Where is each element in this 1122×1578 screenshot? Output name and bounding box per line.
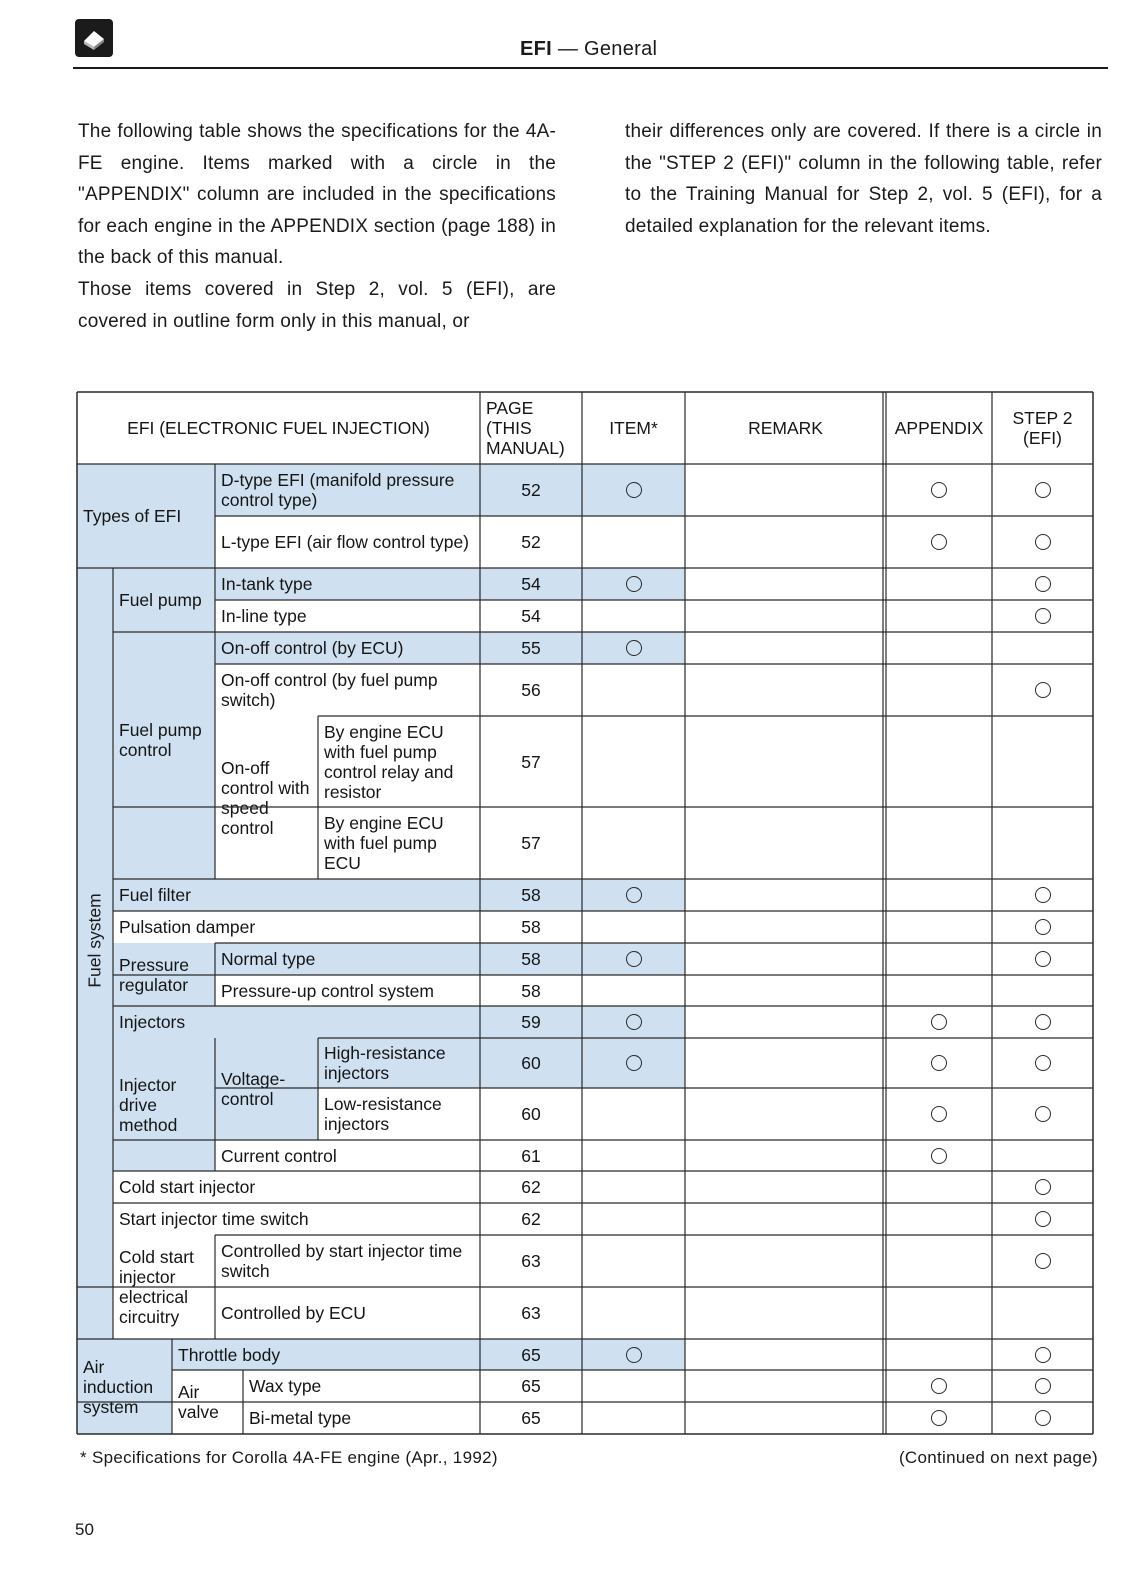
- circle-mark-icon: [1035, 482, 1051, 498]
- row-22-appendix: [886, 1402, 992, 1434]
- circle-mark-icon: [931, 1106, 947, 1122]
- row-1-page: 52: [521, 532, 541, 552]
- row-12-remark: [685, 1006, 886, 1038]
- circle-mark-icon: [1035, 1055, 1051, 1071]
- row-10-remark: [685, 943, 886, 975]
- row-10-page: 58: [480, 943, 582, 975]
- group-on-off-speed-control: On-off control with speed control: [221, 757, 310, 838]
- row-3-label: In-line type: [221, 606, 307, 626]
- circle-mark-icon: [626, 1347, 642, 1363]
- row-22-remark: [685, 1402, 886, 1434]
- group-air-valve: Air valve: [178, 1382, 219, 1422]
- row-17-appendix: [886, 1203, 992, 1235]
- row-5-page: 56: [521, 680, 541, 700]
- row-11-step2: [992, 975, 1093, 1006]
- circle-mark-icon: [931, 482, 947, 498]
- row-15-page: 61: [521, 1145, 541, 1166]
- row-4-item: [582, 632, 685, 664]
- row-16-page: 62: [521, 1177, 541, 1197]
- row-18-appendix: [886, 1235, 992, 1287]
- row-0-page: 52: [480, 464, 582, 516]
- circle-mark-icon: [1035, 608, 1051, 624]
- group-injector-drive-method: Injector drive method: [113, 1038, 215, 1171]
- group-pressure-regulator: Pressure regulator: [113, 943, 215, 1006]
- row-14-label: Low-resistance injectors: [324, 1094, 442, 1134]
- circle-mark-icon: [626, 482, 642, 498]
- row-10-item: [582, 943, 685, 975]
- row-5-step2: [992, 664, 1093, 716]
- circle-mark-icon: [1035, 1410, 1051, 1426]
- row-10-appendix: [886, 943, 992, 975]
- circle-mark-icon: [1035, 1347, 1051, 1363]
- row-7-step2: [992, 807, 1093, 879]
- circle-mark-icon: [626, 1055, 642, 1071]
- circle-mark-icon: [1035, 951, 1051, 967]
- row-11-page: 58: [521, 980, 541, 1001]
- group-fuel-system: Fuel system: [84, 893, 105, 988]
- row-7-remark: [685, 807, 886, 879]
- row-5-label: On-off control (by fuel pump switch): [221, 670, 438, 710]
- row-11-item: [582, 975, 685, 1006]
- circle-mark-icon: [1035, 919, 1051, 935]
- row-22-label: Bi-metal type: [249, 1408, 352, 1428]
- row-11-remark: [685, 975, 886, 1006]
- row-20-step2: [992, 1339, 1093, 1370]
- group-types-of-efi: Types of EFI: [77, 464, 215, 568]
- circle-mark-icon: [931, 1378, 947, 1394]
- row-6-appendix: [886, 716, 992, 807]
- footnote: * Specifications for Corolla 4A-FE engine (Apr., 1992): [80, 1448, 498, 1467]
- row-20-label: Throttle body: [172, 1339, 480, 1370]
- row-8-remark: [685, 879, 886, 911]
- row-2-page: 54: [480, 568, 582, 600]
- row-14-page: 60: [521, 1104, 541, 1124]
- group-cold-start-circuitry: Cold start injector electrical circuitry: [119, 1247, 194, 1327]
- circle-mark-icon: [1035, 1211, 1051, 1227]
- row-18-remark: [685, 1235, 886, 1287]
- circle-mark-icon: [1035, 576, 1051, 592]
- row-15-remark: [685, 1140, 886, 1171]
- page-title: EFI — General: [520, 38, 658, 60]
- row-6-remark: [685, 716, 886, 807]
- row-7-label: By engine ECU with fuel pump ECU: [324, 813, 444, 873]
- row-13-appendix: [886, 1038, 992, 1088]
- row-6-item: [582, 716, 685, 807]
- row-7-page: 57: [521, 833, 541, 853]
- row-6-label: By engine ECU with fuel pump control relay and resistor: [324, 721, 454, 802]
- row-8-step2: [992, 879, 1093, 911]
- circle-mark-icon: [1035, 1378, 1051, 1394]
- circle-mark-icon: [626, 640, 642, 656]
- row-2-label: In-tank type: [215, 568, 480, 600]
- row-4-page: 55: [480, 632, 582, 664]
- header-remark: REMARK: [748, 418, 823, 438]
- row-18-step2: [992, 1235, 1093, 1287]
- row-1-appendix: [886, 516, 992, 568]
- row-1-step2: [992, 516, 1093, 568]
- circle-mark-icon: [1035, 682, 1051, 698]
- row-21-label: Wax type: [249, 1376, 322, 1396]
- row-13-page: 60: [480, 1038, 582, 1088]
- circle-mark-icon: [626, 887, 642, 903]
- row-0-step2: [992, 464, 1093, 516]
- row-13-item: [582, 1038, 685, 1088]
- row-21-step2: [992, 1370, 1093, 1402]
- row-12-label: Injectors: [113, 1006, 480, 1038]
- row-2-appendix: [886, 568, 992, 600]
- intro-paragraph-1: The following table shows the specifications for the 4A-FE engine. Items marked with a circle in the "APPENDIX" column are included in the specifications for each engine in the APPENDIX section (page 188) in the back of this manual.: [78, 121, 556, 269]
- row-5-appendix: [886, 664, 992, 716]
- row-3-item: [582, 600, 685, 632]
- row-22-item: [582, 1402, 685, 1434]
- continued-note: (Continued on next page): [898, 1448, 1098, 1467]
- row-0-item: [582, 464, 685, 516]
- row-21-item: [582, 1370, 685, 1402]
- row-3-page: 54: [521, 606, 541, 626]
- row-20-remark: [685, 1339, 886, 1370]
- row-20-appendix: [886, 1339, 992, 1370]
- row-2-remark: [685, 568, 886, 600]
- row-5-item: [582, 664, 685, 716]
- row-17-page: 62: [521, 1209, 541, 1229]
- circle-mark-icon: [931, 1148, 947, 1164]
- row-5-remark: [685, 664, 886, 716]
- row-0-remark: [685, 464, 886, 516]
- header-efi: EFI (ELECTRONIC FUEL INJECTION): [127, 418, 430, 438]
- row-19-item: [582, 1287, 685, 1339]
- row-19-label: Controlled by ECU: [221, 1303, 366, 1323]
- circle-mark-icon: [1035, 1106, 1051, 1122]
- intro-paragraph-3: their differences only are covered. If there is a circle in the "STEP 2 (EFI)" column in the following table, refer to the Training Manual for Step 2, vol. 5 (EFI), for a detailed explanation for the relevant items.: [625, 121, 1102, 237]
- row-17-label: Start injector time switch: [119, 1209, 309, 1229]
- row-16-appendix: [886, 1171, 992, 1203]
- row-6-step2: [992, 716, 1093, 807]
- row-18-item: [582, 1235, 685, 1287]
- row-17-step2: [992, 1203, 1093, 1235]
- row-16-step2: [992, 1171, 1093, 1203]
- row-22-page: 65: [521, 1408, 541, 1428]
- row-7-appendix: [886, 807, 992, 879]
- intro-left-column: [78, 116, 556, 337]
- row-8-page: 58: [480, 879, 582, 911]
- row-15-item: [582, 1140, 685, 1171]
- row-9-page: 58: [521, 917, 541, 937]
- row-9-label: Pulsation damper: [119, 917, 256, 937]
- row-4-label: On-off control (by ECU): [215, 632, 480, 664]
- circle-mark-icon: [626, 951, 642, 967]
- row-9-step2: [992, 911, 1093, 943]
- row-6-page: 57: [521, 751, 541, 772]
- row-1-label: L-type EFI (air flow control type): [221, 532, 469, 552]
- row-13-label: High-resistance injectors: [318, 1038, 480, 1088]
- circle-mark-icon: [626, 576, 642, 592]
- row-21-remark: [685, 1370, 886, 1402]
- row-19-appendix: [886, 1287, 992, 1339]
- row-14-item: [582, 1088, 685, 1140]
- group-voltage-control: Voltage-control: [215, 1038, 318, 1140]
- header-step2: STEP 2 (EFI): [1012, 408, 1073, 448]
- row-12-appendix: [886, 1006, 992, 1038]
- row-9-appendix: [886, 911, 992, 943]
- row-3-remark: [685, 600, 886, 632]
- group-fuel-pump-control: Fuel pump control: [113, 632, 215, 879]
- circle-mark-icon: [1035, 887, 1051, 903]
- intro-paragraph-2: Those items covered in Step 2, vol. 5 (EFI), are covered in outline form only in this manual, or: [78, 278, 556, 332]
- row-1-remark: [685, 516, 886, 568]
- row-3-appendix: [886, 600, 992, 632]
- circle-mark-icon: [1035, 534, 1051, 550]
- circle-mark-icon: [1035, 1253, 1051, 1269]
- row-3-step2: [992, 600, 1093, 632]
- group-fuel-pump: Fuel pump: [113, 568, 215, 632]
- row-10-step2: [992, 943, 1093, 975]
- row-15-appendix: [886, 1140, 992, 1171]
- row-12-step2: [992, 1006, 1093, 1038]
- row-17-item: [582, 1203, 685, 1235]
- circle-mark-icon: [931, 1410, 947, 1426]
- row-14-remark: [685, 1088, 886, 1140]
- row-17-remark: [685, 1203, 886, 1235]
- row-16-remark: [685, 1171, 886, 1203]
- row-18-label: Controlled by start injector time switch: [221, 1241, 463, 1281]
- row-16-label: Cold start injector: [119, 1177, 256, 1197]
- row-9-item: [582, 911, 685, 943]
- row-8-item: [582, 879, 685, 911]
- row-0-label: D-type EFI (manifold pressure control type): [215, 464, 480, 516]
- intro-right-column: [625, 116, 1102, 242]
- row-0-appendix: [886, 464, 992, 516]
- header-page: PAGE (THIS MANUAL): [486, 398, 565, 458]
- row-2-step2: [992, 568, 1093, 600]
- row-20-item: [582, 1339, 685, 1370]
- row-7-item: [582, 807, 685, 879]
- page-number: 50: [75, 1520, 94, 1539]
- row-8-appendix: [886, 879, 992, 911]
- row-4-remark: [685, 632, 886, 664]
- header-divider: [73, 67, 1108, 69]
- row-12-item: [582, 1006, 685, 1038]
- row-10-label: Normal type: [215, 943, 480, 975]
- row-13-remark: [685, 1038, 886, 1088]
- header-item: ITEM*: [609, 418, 658, 438]
- row-11-appendix: [886, 975, 992, 1006]
- row-1-item: [582, 516, 685, 568]
- circle-mark-icon: [931, 1014, 947, 1030]
- row-13-step2: [992, 1038, 1093, 1088]
- row-22-step2: [992, 1402, 1093, 1434]
- circle-mark-icon: [1035, 1179, 1051, 1195]
- row-14-step2: [992, 1088, 1093, 1140]
- group-air-induction-system: Air induction system: [77, 1339, 172, 1434]
- row-2-item: [582, 568, 685, 600]
- row-18-page: 63: [521, 1251, 541, 1271]
- row-16-item: [582, 1171, 685, 1203]
- row-15-step2: [992, 1140, 1093, 1171]
- row-12-page: 59: [480, 1006, 582, 1038]
- row-14-appendix: [886, 1088, 992, 1140]
- row-4-appendix: [886, 632, 992, 664]
- row-8-label: Fuel filter: [113, 879, 480, 911]
- row-9-remark: [685, 911, 886, 943]
- row-19-page: 63: [521, 1303, 541, 1323]
- row-21-appendix: [886, 1370, 992, 1402]
- row-19-step2: [992, 1287, 1093, 1339]
- circle-mark-icon: [931, 1055, 947, 1071]
- circle-mark-icon: [626, 1014, 642, 1030]
- row-4-step2: [992, 632, 1093, 664]
- row-20-page: 65: [480, 1339, 582, 1370]
- row-21-page: 65: [521, 1376, 541, 1396]
- row-11-label: Pressure-up control system: [221, 980, 434, 1001]
- circle-mark-icon: [931, 534, 947, 550]
- manual-logo-icon: [75, 19, 113, 57]
- row-15-label: Current control: [221, 1145, 337, 1166]
- header-appendix: APPENDIX: [894, 418, 984, 438]
- row-19-remark: [685, 1287, 886, 1339]
- circle-mark-icon: [1035, 1014, 1051, 1030]
